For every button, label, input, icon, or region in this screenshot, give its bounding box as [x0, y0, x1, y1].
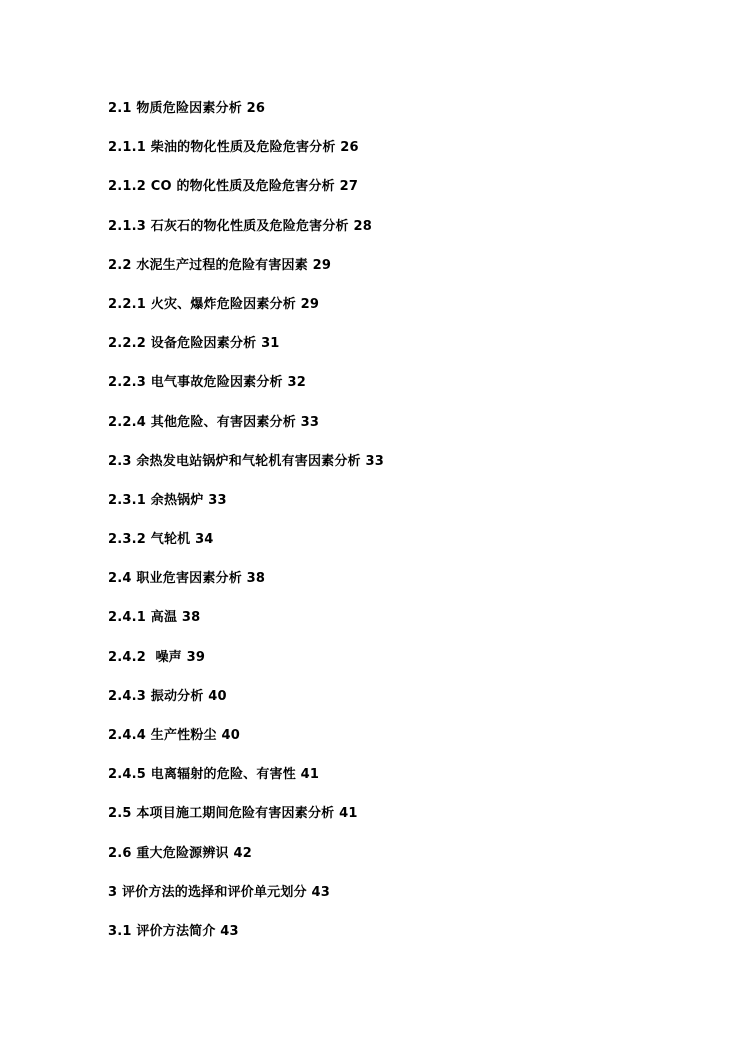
toc-entry: 3 评价方法的选择和评价单元划分 43 — [108, 884, 330, 900]
toc-entry: 2.2.1 火灾、爆炸危险因素分析 29 — [108, 296, 320, 312]
toc-entry: 2.4 职业危害因素分析 38 — [108, 571, 266, 587]
toc-entry: 2.1.1 柴油的物化性质及危险危害分析 26 — [108, 140, 359, 156]
toc-entry: 2.4.1 高温 38 — [108, 610, 201, 626]
toc-entry: 2.2.2 设备危险因素分析 31 — [108, 336, 280, 352]
table-of-contents — [108, 99, 384, 961]
toc-entry: 2.3.2 气轮机 34 — [108, 532, 214, 548]
toc-entry: 2.2.3 电气事故危险因素分析 32 — [108, 375, 306, 391]
toc-entry: 3.1 评价方法简介 43 — [108, 923, 239, 939]
toc-entry: 2.4.3 振动分析 40 — [108, 688, 227, 704]
toc-entry: 2.4.2 噪声 39 — [108, 649, 206, 665]
toc-entry: 2.6 重大危险源辨识 42 — [108, 845, 252, 861]
toc-entry: 2.3.1 余热锅炉 33 — [108, 492, 227, 508]
toc-entry: 2.4.5 电离辐射的危险、有害性 41 — [108, 767, 320, 783]
toc-entry: 2.4.4 生产性粉尘 40 — [108, 728, 240, 743]
toc-entry: 2.2 水泥生产过程的危险有害因素 29 — [108, 257, 332, 273]
toc-entry: 2.1.2 CO 的物化性质及危险危害分析 27 — [108, 179, 359, 195]
toc-entry: 2.2.4 其他危险、有害因素分析 33 — [108, 414, 320, 430]
toc-entry: 2.1.3 石灰石的物化性质及危险危害分析 28 — [108, 218, 372, 234]
toc-entry: 2.3 余热发电站锅炉和气轮机有害因素分析 33 — [108, 453, 384, 469]
toc-entry: 2.1 物质危险因素分析 26 — [108, 101, 266, 116]
toc-entry: 2.5 本项目施工期间危险有害因素分析 41 — [108, 806, 358, 822]
